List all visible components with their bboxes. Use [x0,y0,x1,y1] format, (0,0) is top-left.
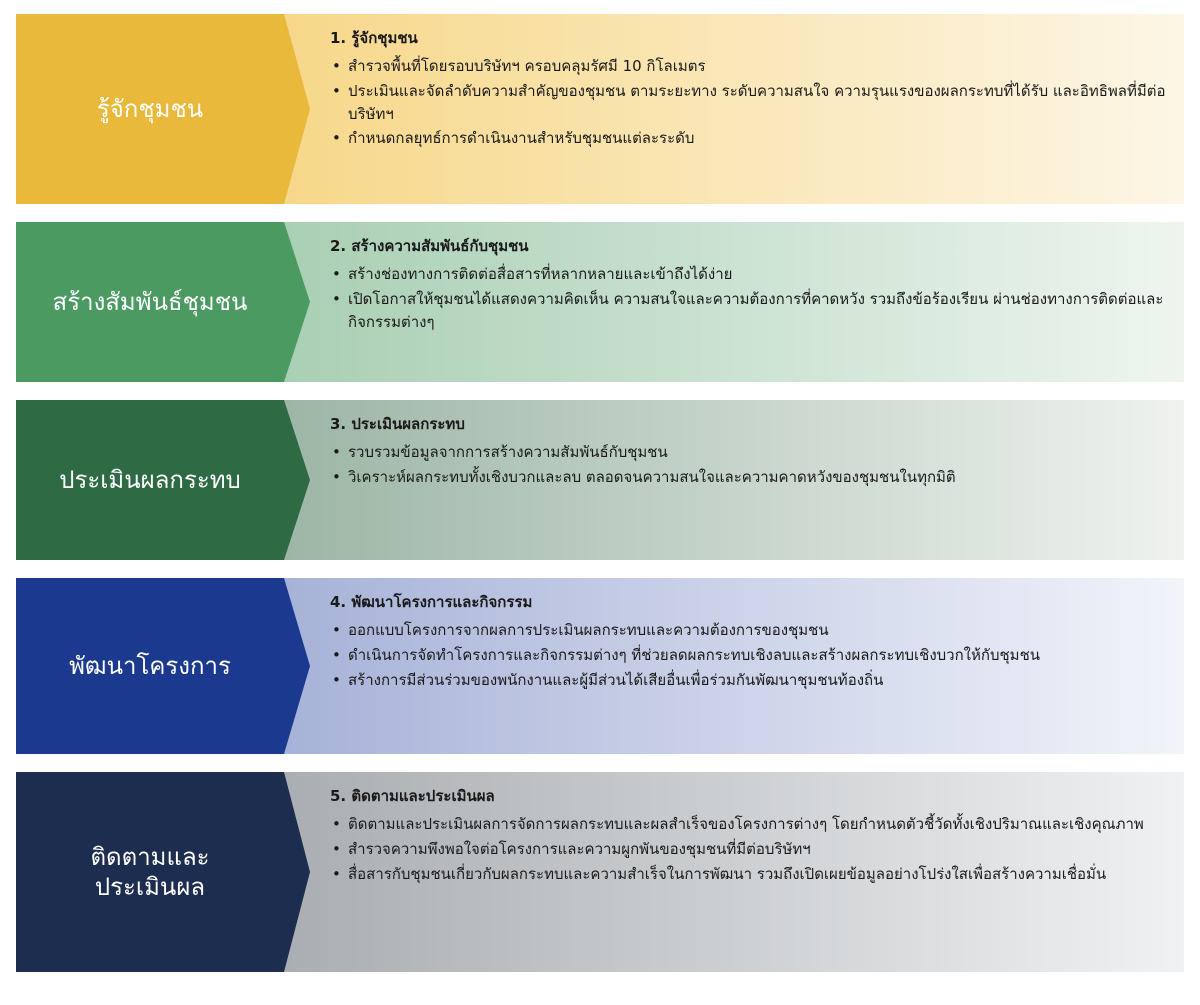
step-content-block-3 [284,400,1184,560]
process-step-row [16,222,1184,382]
step-content-block-2 [284,222,1184,382]
step-content-block-4 [284,578,1184,754]
list-item: • สร้างการมีส่วนร่วมของพนักงานและผู้มีส่วนได้เสียอื่นเพื่อร่วมกันพัฒนาชุมชนท้องถิ่น [330,669,1166,692]
list-item: • สำรวจพื้นที่โดยรอบบริษัทฯ ครอบคลุมรัศมี 10 กิโลเมตร [330,55,1166,78]
step-title-2: 2. สร้างความสัมพันธ์กับชุมชน [330,237,529,255]
list-item: • ดำเนินการจัดทำโครงการและกิจกรรมต่างๆ ที่ช่วยลดผลกระทบเชิงลบและสร้างผลกระทบเชิงบวกให้กับชุมชน [330,644,1166,667]
step-content-block-5 [284,772,1184,972]
step-label-text-5 [90,842,209,902]
list-item: • สำรวจความพึงพอใจต่อโครงการและความผูกพันของชุมชนที่มีต่อบริษัทฯ [330,838,1166,861]
step-content-block-1 [284,14,1184,204]
step-label-text-2: สร้างสัมพันธ์ชุมชน [52,288,248,316]
list-item: • สื่อสารกับชุมชนเกี่ยวกับผลกระทบและความสำเร็จในการพัฒนา รวมถึงเปิดเผยข้อมูลอย่างโปร่งใสเพื่อสร้างความเชื่อมั่น [330,863,1166,886]
step-bullets-5 [330,813,1166,887]
list-item: • กำหนดกลยุทธ์การดำเนินงานสำหรับชุมชนแต่ละระดับ [330,127,1166,150]
list-item: • ออกแบบโครงการจากผลการประเมินผลกระทบและความต้องการของชุมชน [330,619,1166,642]
process-step-row [16,400,1184,560]
step-label-block-4 [16,578,284,754]
step-bullets-1 [330,55,1166,152]
process-step-row [16,14,1184,204]
step-label-block-1 [16,14,284,204]
list-item: • ติดตามและประเมินผลการจัดการผลกระทบและผลสำเร็จของโครงการต่างๆ โดยกำหนดตัวชี้วัดทั้งเชิงปริมาณและเชิงคุณภาพ [330,813,1166,836]
process-step-row [16,772,1184,972]
step-title-3: 3. ประเมินผลกระทบ [330,415,465,433]
step-title-5: 5. ติดตามและประเมินผล [330,787,495,805]
step-bullets-2 [330,263,1166,335]
step-label-block-3 [16,400,284,560]
list-item: • รวบรวมข้อมูลจากการสร้างความสัมพันธ์กับชุมชน [330,441,1166,464]
step-bullets-3 [330,441,1166,491]
step-label-text-3: ประเมินผลกระทบ [59,466,241,494]
step-label-text-1: รู้จักชุมชน [96,95,204,123]
process-step-row [16,578,1184,754]
step-label-line-1: ติดตามและ [90,843,210,871]
step-label-block-2 [16,222,284,382]
step-label-block-5 [16,772,284,972]
step-label-text-4: พัฒนาโครงการ [69,652,231,680]
step-title-4: 4. พัฒนาโครงการและกิจกรรม [330,593,533,611]
list-item: • วิเคราะห์ผลกระทบทั้งเชิงบวกและลบ ตลอดจนความสนใจและความคาดหวังของชุมชนในทุกมิติ [330,466,1166,489]
list-item: • ประเมินและจัดลำดับความสำคัญของชุมชน ตามระยะทาง ระดับความสนใจ ความรุนแรงของผลกระทบที่ได้รับ และอิทธิพลที่มีต่อบริษัทฯ [330,80,1166,126]
step-title-1: 1. รู้จักชุมชน [330,29,418,47]
list-item: • เปิดโอกาสให้ชุมชนได้แสดงความคิดเห็น ความสนใจและความต้องการที่คาดหวัง รวมถึงข้อร้องเรียน ผ่านช่องทางการติดต่อและกิจกรรมต่างๆ [330,288,1166,334]
step-label-line-2: ประเมินผล [94,873,206,901]
list-item: • สร้างช่องทางการติดต่อสื่อสารที่หลากหลายและเข้าถึงได้ง่าย [330,263,1166,286]
step-bullets-4 [330,619,1166,693]
